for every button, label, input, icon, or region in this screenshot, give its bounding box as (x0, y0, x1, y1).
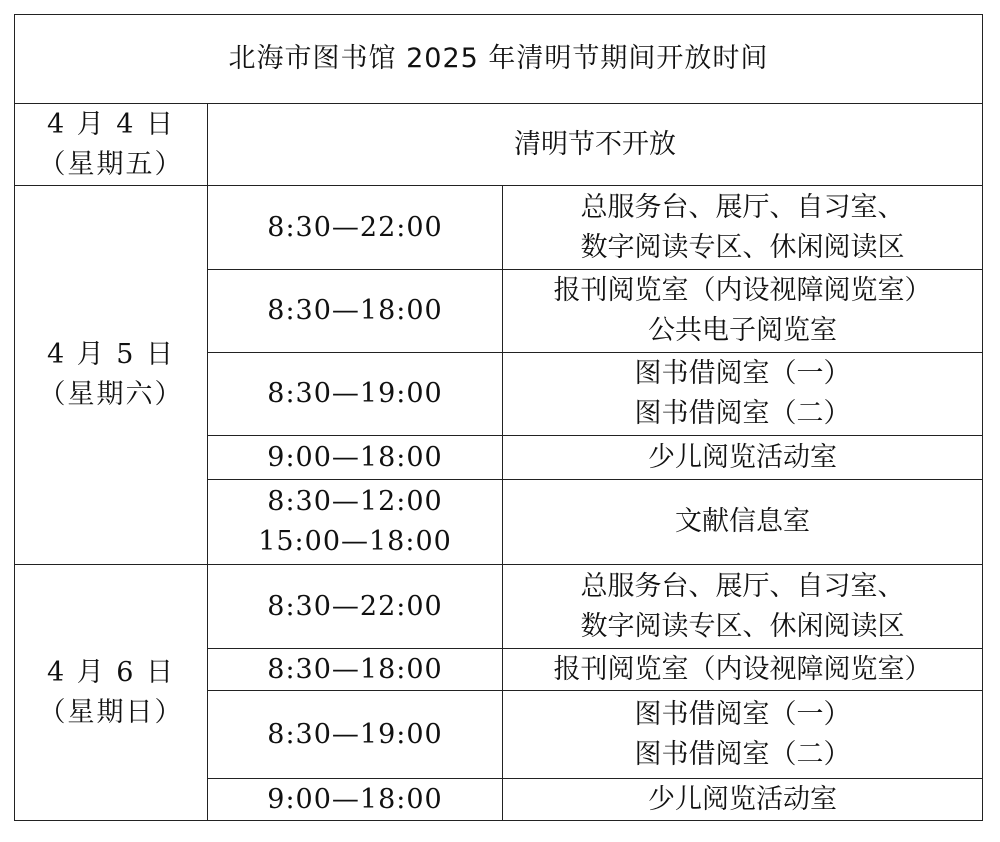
table-row (15, 186, 983, 270)
time-cell: 9:00—18:00 (208, 779, 503, 821)
time-cell: 8:30—18:00 (208, 649, 503, 691)
table-row (15, 104, 983, 186)
area-cell: 文献信息室 (503, 480, 983, 565)
schedule-table (14, 14, 983, 821)
area-cell: 报刊阅览室（内设视障阅览室） 公共电子阅览室 (503, 270, 983, 353)
date-cell (15, 565, 208, 821)
weekday-label: （星期五） (38, 148, 184, 180)
time-cell: 8:30—19:00 (208, 353, 503, 436)
table-row (15, 565, 983, 649)
area-cell: 少儿阅览活动室 (503, 779, 983, 821)
time-cell: 8:30—18:00 (208, 270, 503, 353)
time-cell: 8:30—12:00 15:00—18:00 (208, 480, 503, 565)
date-label: 4 月 4 日 (46, 108, 176, 140)
area-cell: 报刊阅览室（内设视障阅览室） (503, 649, 983, 691)
time-cell: 8:30—19:00 (208, 691, 503, 779)
area-cell: 总服务台、展厅、自习室、 数字阅读专区、休闲阅读区 (503, 186, 983, 270)
time-cell: 9:00—18:00 (208, 436, 503, 480)
area-cell: 图书借阅室（一） 图书借阅室（二） (503, 691, 983, 779)
time-cell: 8:30—22:00 (208, 565, 503, 649)
date-cell (15, 186, 208, 565)
time-cell: 8:30—22:00 (208, 186, 503, 270)
page-title: 北海市图书馆 2025 年清明节期间开放时间 (15, 15, 983, 104)
area-cell: 图书借阅室（一） 图书借阅室（二） (503, 353, 983, 436)
date-label: 4 月 5 日 (46, 339, 176, 370)
date-cell (15, 104, 208, 186)
closed-notice: 清明节不开放 (208, 104, 983, 186)
area-cell: 总服务台、展厅、自习室、 数字阅读专区、休闲阅读区 (503, 565, 983, 649)
title-row (15, 15, 983, 104)
weekday-label: （星期六） (38, 379, 184, 410)
area-cell: 少儿阅览活动室 (503, 436, 983, 480)
date-label: 4 月 6 日 (46, 656, 176, 688)
weekday-label: （星期日） (38, 696, 184, 728)
